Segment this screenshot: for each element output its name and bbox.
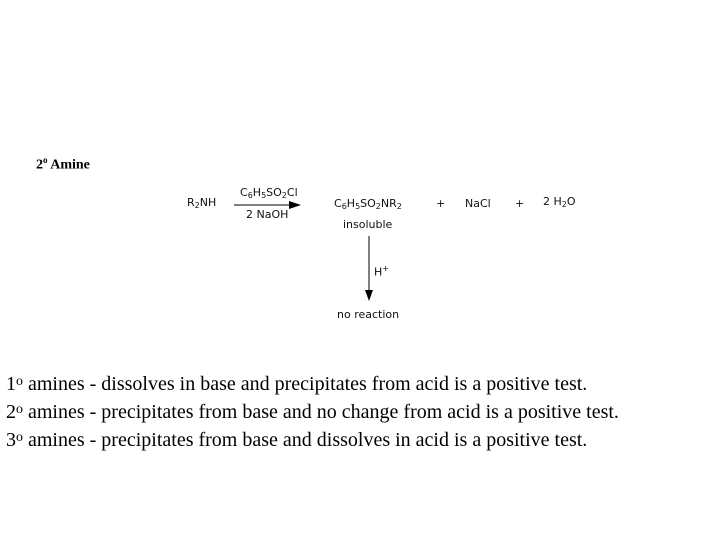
product2-formula: NaCl: [465, 197, 491, 210]
product3-formula: 2 $H_2O$: [543, 195, 576, 209]
reagent-bottom-formula: 2 NaOH: [246, 208, 289, 221]
plus-sign-1: +: [436, 197, 446, 210]
reagent-top-formula: $C_6H_5SO_2Cl$: [240, 186, 298, 200]
plus-sign-2: +: [515, 197, 525, 210]
note-2: 2$^o$ amines - precipitates from base and no change from acid is a positive test.: [6, 401, 619, 423]
reactant-formula: $R_2NH$: [187, 196, 217, 210]
insoluble-note: insoluble: [343, 218, 393, 231]
acid-label: H+: [374, 264, 389, 279]
heading-sup: o: [43, 155, 48, 165]
heading-text: Amine: [47, 157, 90, 173]
note-3: 3$^o$ amines - precipitates from base and dissolves in acid is a positive test.: [6, 429, 588, 451]
product1-formula: $C_6H_5SO_2NR_2$: [334, 197, 402, 211]
down-arrow: [365, 236, 373, 301]
no-reaction-label: no reaction: [337, 308, 400, 321]
forward-arrow: [234, 201, 301, 209]
amine-notes: [6, 369, 710, 453]
heading-number: 2: [36, 157, 43, 173]
note-1: 1$^o$ amines - dissolves in base and precipitates from acid is a positive test.: [6, 373, 588, 395]
